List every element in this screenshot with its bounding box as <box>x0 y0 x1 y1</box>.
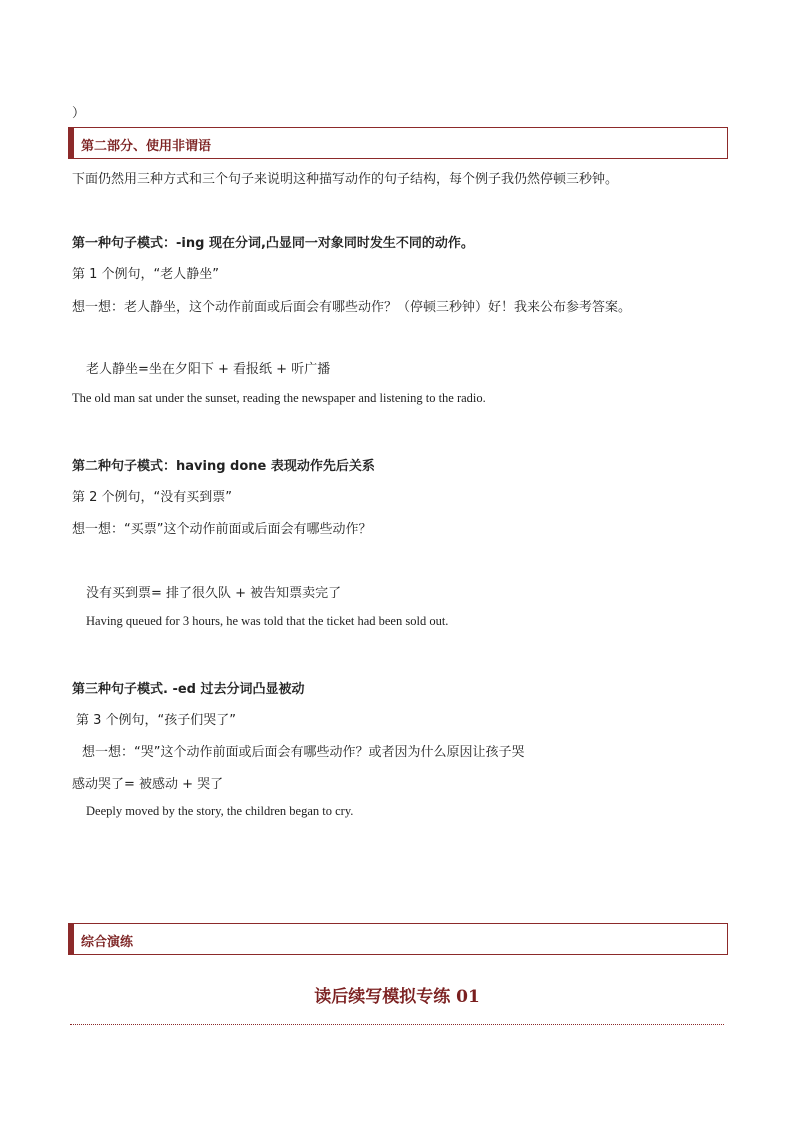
section-title: 第二部分、使用非谓语 <box>81 139 212 154</box>
pattern2-answer: 没有买到票= 排了很久队 + 被告知票卖完了 <box>86 586 342 601</box>
section-accent <box>69 128 74 158</box>
pattern3-think: 想一想：“哭”这个动作前面或后面会有哪些动作？或者因为什么原因让孩子哭 <box>82 745 525 760</box>
pattern2-example: 第 2 个例句，“没有买到票” <box>72 490 233 505</box>
pattern1-answer: 老人静坐=坐在夕阳下 + 看报纸 + 听广播 <box>86 362 331 377</box>
intro-text: 下面仍然用三种方式和三个句子来说明这种描写动作的句子结构，每个例子我仍然停顿三秒钟。 <box>72 172 619 187</box>
pattern1-english: The old man sat under the sunset, reading the newspaper and listening to the radio. <box>72 391 486 405</box>
section-title: 综合演练 <box>81 935 134 950</box>
closing-paren: ） <box>72 106 86 121</box>
exercise-title: 读后续写模拟专练 01 <box>314 987 480 1007</box>
section-header-practice <box>68 923 728 955</box>
pattern2-english: Having queued for 3 hours, he was told that the ticket had been sold out. <box>86 614 449 628</box>
pattern3-answer: 感动哭了= 被感动 + 哭了 <box>72 777 224 792</box>
pattern3-example: 第 3 个例句，“孩子们哭了” <box>76 713 237 728</box>
dotted-divider <box>70 1024 724 1025</box>
section-accent <box>69 924 74 954</box>
pattern1-heading: 第一种句子模式：-ing 现在分词,凸显同一对象同时发生不同的动作。 <box>72 236 474 251</box>
pattern3-heading: 第三种句子模式. -ed 过去分词凸显被动 <box>72 682 305 697</box>
section-header-part2 <box>68 127 728 159</box>
pattern1-example: 第 1 个例句，“老人静坐” <box>72 267 220 282</box>
pattern2-heading: 第二种句子模式：having done 表现动作先后关系 <box>72 459 375 474</box>
pattern2-think: 想一想：“买票”这个动作前面或后面会有哪些动作？ <box>72 522 372 537</box>
pattern3-english: Deeply moved by the story, the children began to cry. <box>86 804 354 818</box>
pattern1-think: 想一想：老人静坐，这个动作前面或后面会有哪些动作？（停顿三秒钟）好！我来公布参考答案。 <box>72 300 632 315</box>
